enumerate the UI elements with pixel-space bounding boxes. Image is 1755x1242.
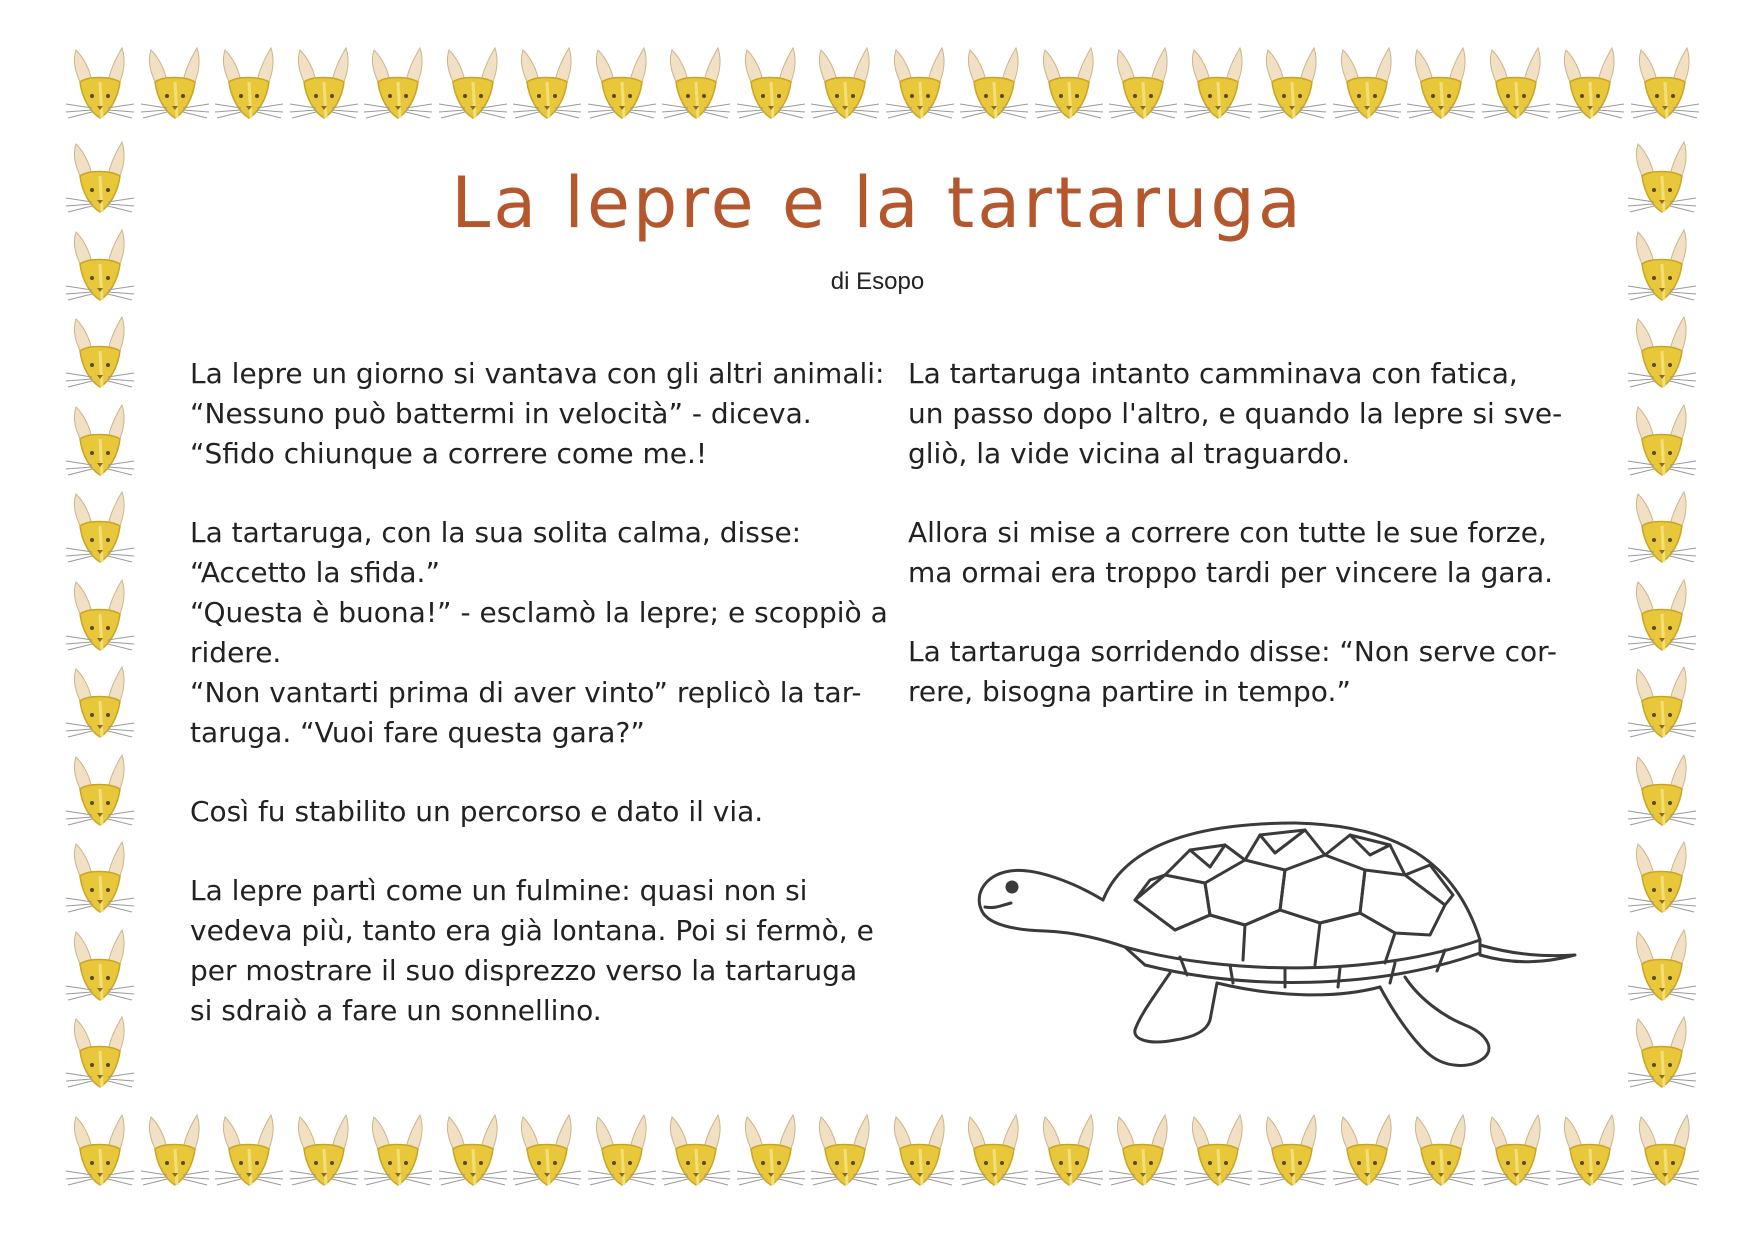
hare-face-icon [733,1113,807,1189]
hare-face-icon [62,1113,136,1189]
border-bottom [62,1113,1702,1193]
hare-face-icon [137,46,211,122]
hare-face-icon [211,46,285,122]
hare-face-icon [509,46,583,122]
hare-face-icon [1627,46,1701,122]
hare-face-icon [62,840,136,916]
text-line: La lepre un giorno si vantava con gli altri animali: [190,357,885,390]
hare-face-icon [286,46,360,122]
hare-face-icon [62,1015,136,1091]
paragraph [908,632,1568,712]
hare-face-icon [1254,1113,1328,1189]
hare-face-icon [956,46,1030,122]
paragraph [190,513,888,753]
hare-face-icon [435,46,509,122]
text-line: “Nessuno può battermi in velocità” - diceva. [190,397,812,430]
hare-face-icon [584,1113,658,1189]
hare-face-icon [62,403,136,479]
hare-face-icon [733,46,807,122]
hare-face-icon [1254,46,1328,122]
hare-face-icon [956,1113,1030,1189]
hare-face-icon [1552,46,1626,122]
hare-face-icon [1329,1113,1403,1189]
hare-face-icon [1624,490,1698,566]
hare-face-icon [1624,1015,1698,1091]
hare-face-icon [1624,578,1698,654]
text-line: per mostrare il suo disprezzo verso la tartaruga [190,954,858,987]
hare-face-icon [1031,46,1105,122]
hare-face-icon [1624,403,1698,479]
hare-face-icon [1105,46,1179,122]
text-line: Così fu stabilito un percorso e dato il via. [190,795,764,828]
text-line: vedeva più, tanto era già lontana. Poi si fermò, e [190,914,874,947]
text-line: “Questa è buona!” - esclamò la lepre; e scoppiò a [190,596,888,629]
text-line: rere, bisogna partire in tempo.” [908,675,1351,708]
text-line: un passo dopo l'altro, e quando la lepre si sve- [908,397,1563,430]
text-line: gliò, la vide vicina al traguardo. [908,437,1351,470]
author-line: di Esopo [830,268,925,295]
hare-face-icon [1624,840,1698,916]
hare-face-icon [286,1113,360,1189]
text-line: ridere. [190,636,282,669]
hare-face-icon [1403,1113,1477,1189]
hare-face-icon [62,315,136,391]
hare-face-icon [62,490,136,566]
hare-face-icon [62,753,136,829]
hare-face-icon [1624,928,1698,1004]
hare-face-icon [1627,1113,1701,1189]
story-column-left [190,354,888,1070]
hare-face-icon [509,1113,583,1189]
hare-face-icon [62,46,136,122]
paragraph [908,354,1568,474]
hare-face-icon [137,1113,211,1189]
hare-face-icon [62,665,136,741]
text-line: La lepre partì come un fulmine: quasi non si [190,874,808,907]
hare-face-icon [1552,1113,1626,1189]
hare-face-icon [658,46,732,122]
hare-face-icon [1624,315,1698,391]
hare-face-icon [1180,46,1254,122]
hare-face-icon [807,1113,881,1189]
border-top [62,46,1702,126]
hare-face-icon [882,1113,956,1189]
paragraph [190,871,874,1031]
text-line: La tartaruga sorridendo disse: “Non serve cor- [908,635,1558,668]
hare-face-icon [882,46,956,122]
hare-face-icon [1329,46,1403,122]
text-line: “Sfido chiunque a correre come me.! [190,437,708,470]
text-line: si sdraiò a fare un sonnellino. [190,994,602,1027]
hare-face-icon [1105,1113,1179,1189]
text-line: La tartaruga intanto camminava con fatica, [908,357,1518,390]
hare-face-icon [807,46,881,122]
paragraph [190,792,870,832]
text-line: Allora si mise a correre con tutte le sue forze, [908,516,1547,549]
hare-face-icon [1478,1113,1552,1189]
hare-face-icon [211,1113,285,1189]
text-line: ma ormai era troppo tardi per vincere la gara. [908,556,1554,589]
hare-face-icon [62,928,136,1004]
hare-face-icon [1624,665,1698,741]
hare-face-icon [584,46,658,122]
hare-face-icon [658,1113,732,1189]
hare-face-icon [435,1113,509,1189]
hare-face-icon [360,1113,434,1189]
hare-face-icon [1031,1113,1105,1189]
hare-face-icon [360,46,434,122]
hare-face-icon [1180,1113,1254,1189]
text-line: “Non vantarti prima di aver vinto” replicò la tar- [190,676,862,709]
text-line: La tartaruga, con la sua solita calma, disse: [190,516,802,549]
tortoise-illustration [975,805,1585,1085]
story-column-right [908,354,1568,751]
hare-face-icon [62,578,136,654]
paragraph [190,354,885,474]
text-line: “Accetto la sfida.” [190,556,440,589]
hare-face-icon [1478,46,1552,122]
hare-face-icon [1403,46,1477,122]
page-title: La lepre e la tartaruga [451,162,1304,244]
hare-face-icon [1624,753,1698,829]
paragraph [908,513,1568,593]
text-line: taruga. “Vuoi fare questa gara?” [190,716,645,749]
